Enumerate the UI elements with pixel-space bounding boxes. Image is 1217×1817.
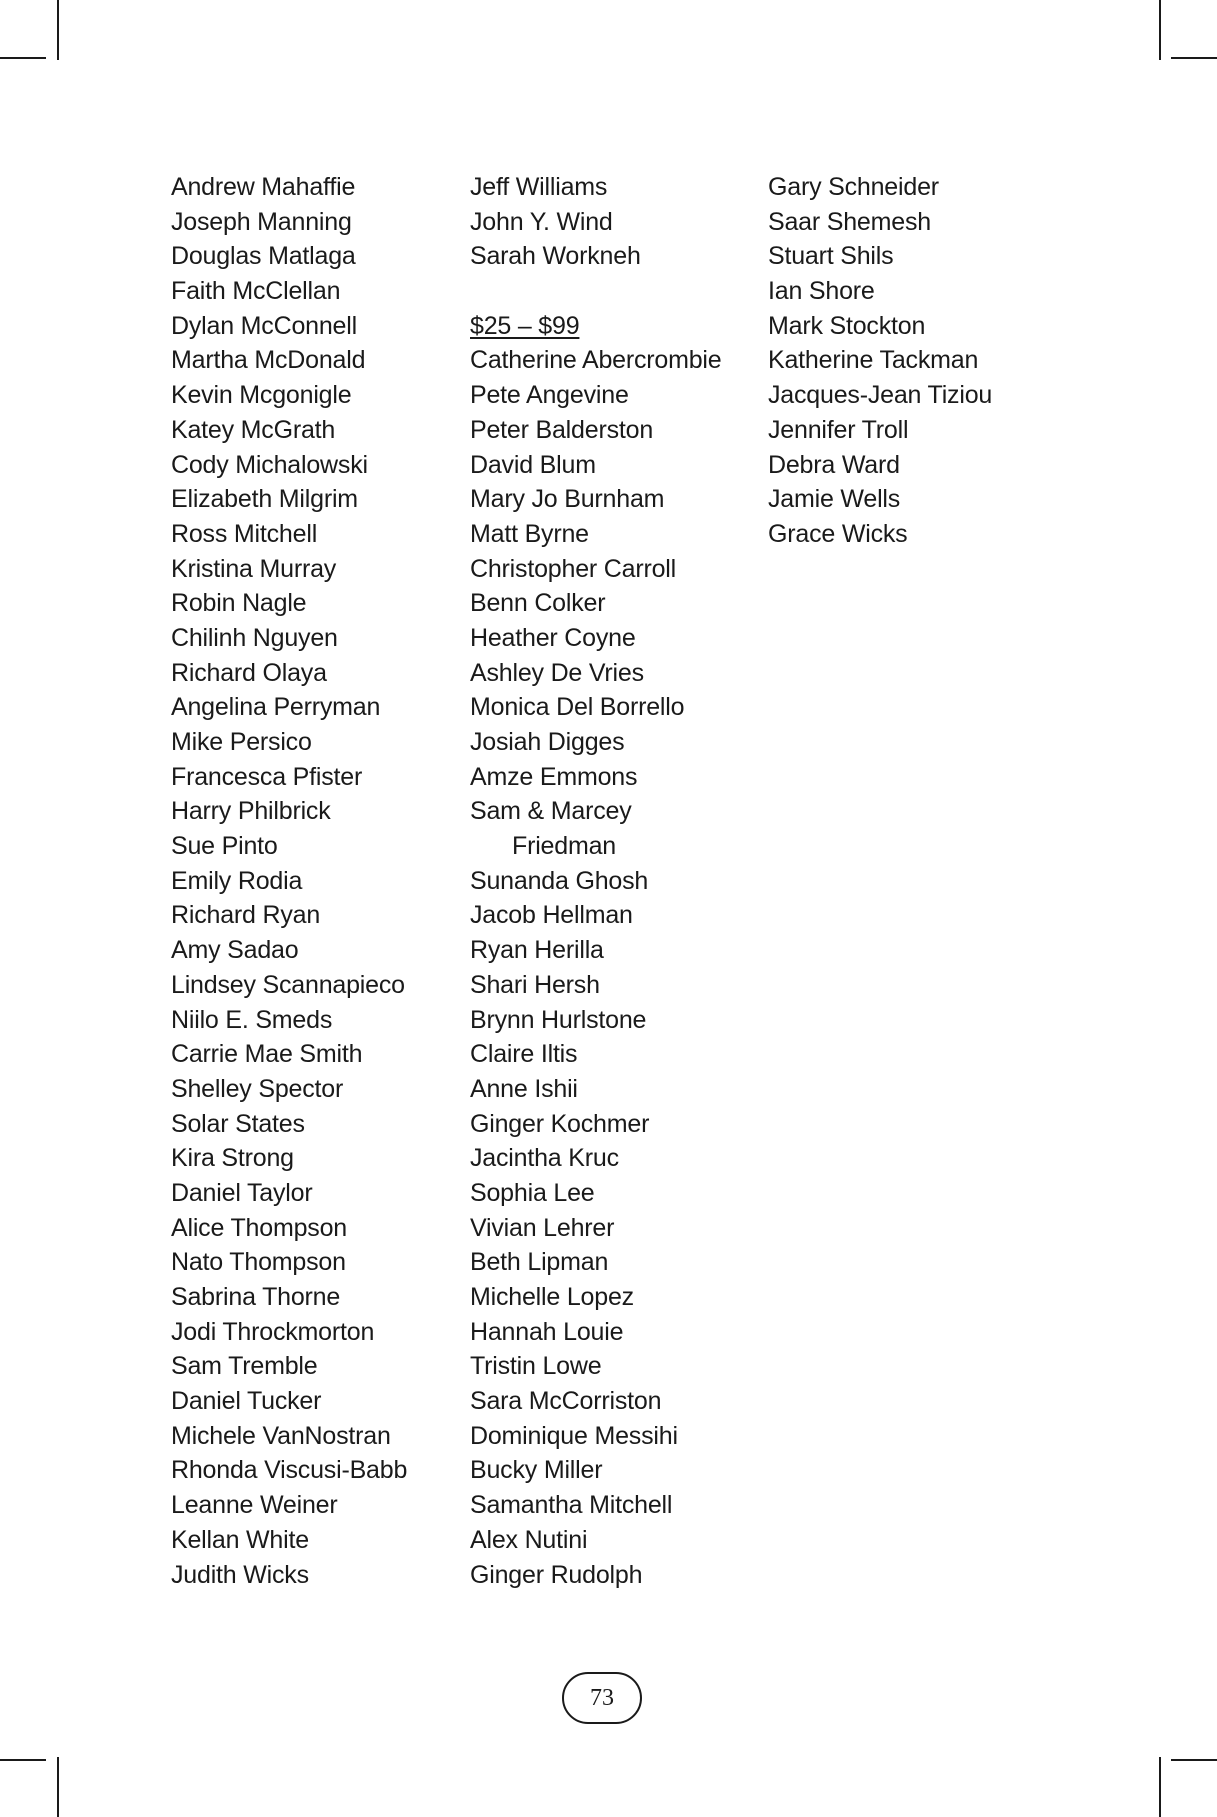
donor-name: Jacintha Kruc	[470, 1144, 619, 1173]
donor-name: Dominique Messihi	[470, 1421, 678, 1450]
donor-column-2	[470, 170, 722, 1592]
crop-mark-top-left	[57, 0, 59, 60]
donor-name: Jeff Williams	[470, 173, 608, 201]
donor-name: Shelley Spector	[171, 1074, 344, 1103]
donor-name: Daniel Tucker	[171, 1387, 322, 1416]
donor-name: Kevin Mcgonigle	[171, 381, 352, 410]
donor-name: Martha McDonald	[171, 346, 366, 375]
donor-name: Niilo E. Smeds	[171, 1005, 333, 1034]
donor-name: Matt Byrne	[470, 519, 589, 548]
donor-name: Friedman	[512, 832, 616, 861]
donor-name: Andrew Mahaffie	[171, 173, 356, 201]
donor-name: Rhonda Viscusi-Babb	[171, 1456, 408, 1485]
donor-name: Amy Sadao	[171, 936, 299, 965]
donor-name: Christopher Carroll	[470, 554, 676, 583]
donor-name: Elizabeth Milgrim	[171, 485, 358, 514]
donor-name: Sabrina Thorne	[171, 1283, 341, 1311]
donor-name: Sam Tremble	[171, 1352, 318, 1381]
donor-name: Solar States	[171, 1109, 305, 1138]
donor-name: Richard Ryan	[171, 901, 321, 930]
donor-name: Gary Schneider	[768, 173, 939, 201]
donor-name: Bucky Miller	[470, 1456, 603, 1485]
donor-name: Sunanda Ghosh	[470, 866, 649, 895]
donor-name: Katey McGrath	[171, 415, 336, 444]
donor-name: Dylan McConnell	[171, 311, 357, 340]
donor-name: Samantha Mitchell	[470, 1491, 673, 1520]
donor-name: Claire Iltis	[470, 1040, 578, 1069]
donor-name: Shari Hersh	[470, 970, 600, 999]
donor-name: Michelle Lopez	[470, 1283, 634, 1311]
donor-name: Beth Lipman	[470, 1248, 609, 1277]
donor-name: Monica Del Borrello	[470, 693, 685, 722]
donor-name: Debra Ward	[768, 450, 900, 479]
donor-name: Ginger Rudolph	[470, 1560, 643, 1589]
donor-name: Douglas Matlaga	[171, 242, 356, 271]
donor-name: David Blum	[470, 450, 596, 479]
donor-name: Cody Michalowski	[171, 450, 368, 479]
donor-name: Mary Jo Burnham	[470, 485, 665, 514]
donor-name: Richard Olaya	[171, 658, 327, 687]
donor-name: Emily Rodia	[171, 866, 303, 895]
donor-name: Sarah Workneh	[470, 242, 641, 271]
donor-name: John Y. Wind	[470, 207, 613, 236]
donor-name: Chilinh Nguyen	[171, 623, 338, 652]
donor-name: Lindsey Scannapieco	[171, 970, 405, 999]
donor-name: Kellan White	[171, 1525, 309, 1554]
donor-name: Jacques-Jean Tiziou	[768, 381, 993, 410]
donor-name: Kira Strong	[171, 1144, 294, 1173]
page-number: 73	[562, 1672, 642, 1724]
donor-name: Sophia Lee	[470, 1178, 595, 1207]
donor-name: Ian Shore	[768, 277, 875, 306]
donor-name: Heather Coyne	[470, 623, 636, 652]
donor-name: Judith Wicks	[171, 1560, 309, 1589]
blank-spacer	[470, 274, 722, 309]
donor-name: Jacob Hellman	[470, 901, 633, 930]
donor-name: Josiah Digges	[470, 728, 625, 756]
donor-name: Pete Angevine	[470, 381, 629, 410]
donor-name: Anne Ishii	[470, 1074, 578, 1103]
donor-column-1	[171, 170, 407, 1592]
crop-mark-top-right	[1159, 0, 1161, 60]
donor-name: Harry Philbrick	[171, 797, 331, 826]
donor-name: Mark Stockton	[768, 311, 926, 340]
donor-name: Angelina Perryman	[171, 693, 381, 722]
crop-mark-top-right-h	[1171, 57, 1217, 59]
donor-name: Kristina Murray	[171, 554, 337, 583]
crop-mark-bottom-right	[1159, 1757, 1161, 1817]
donor-name: Sue Pinto	[171, 832, 278, 861]
donor-name: Alice Thompson	[171, 1213, 347, 1242]
giving-level-heading: $25 – $99	[470, 311, 580, 340]
donor-name: Tristin Lowe	[470, 1352, 602, 1381]
donor-name: Catherine Abercrombie	[470, 346, 722, 375]
donor-name: Stuart Shils	[768, 242, 894, 271]
donor-name: Carrie Mae Smith	[171, 1040, 363, 1069]
donor-name: Sara McCorriston	[470, 1387, 662, 1416]
donor-name: Ashley De Vries	[470, 658, 644, 687]
donor-name: Joseph Manning	[171, 207, 352, 236]
donor-name: Grace Wicks	[768, 519, 908, 548]
donor-name: Francesca Pfister	[171, 762, 363, 791]
donor-name: Hannah Louie	[470, 1317, 624, 1346]
donor-name: Robin Nagle	[171, 589, 307, 618]
donor-name: Katherine Tackman	[768, 346, 979, 375]
donor-column-3	[768, 170, 992, 552]
donor-name: Brynn Hurlstone	[470, 1005, 647, 1034]
donor-name: Saar Shemesh	[768, 207, 931, 236]
donor-name: Jodi Throckmorton	[171, 1317, 375, 1346]
donor-name: Jennifer Troll	[768, 415, 909, 444]
donor-name: Sam & Marcey	[470, 797, 632, 826]
donor-name: Benn Colker	[470, 589, 606, 618]
donor-name: Vivian Lehrer	[470, 1213, 615, 1242]
donor-name: Daniel Taylor	[171, 1178, 313, 1207]
donor-name: Faith McClellan	[171, 277, 341, 306]
donor-name: Ross Mitchell	[171, 519, 318, 548]
crop-mark-bottom-left	[57, 1757, 59, 1817]
donor-name: Leanne Weiner	[171, 1491, 338, 1520]
donor-name: Ginger Kochmer	[470, 1109, 650, 1138]
donor-name: Nato Thompson	[171, 1248, 346, 1277]
donor-name: Alex Nutini	[470, 1525, 588, 1554]
donor-name: Mike Persico	[171, 728, 312, 756]
crop-mark-top-left-h	[0, 57, 46, 59]
crop-mark-bottom-left-h	[0, 1759, 46, 1761]
crop-mark-bottom-right-h	[1171, 1759, 1217, 1761]
donor-name: Ryan Herilla	[470, 936, 604, 965]
donor-name: Jamie Wells	[768, 485, 901, 514]
donor-name: Amze Emmons	[470, 762, 638, 791]
donor-name: Peter Balderston	[470, 415, 654, 444]
donor-name: Michele VanNostran	[171, 1421, 391, 1450]
